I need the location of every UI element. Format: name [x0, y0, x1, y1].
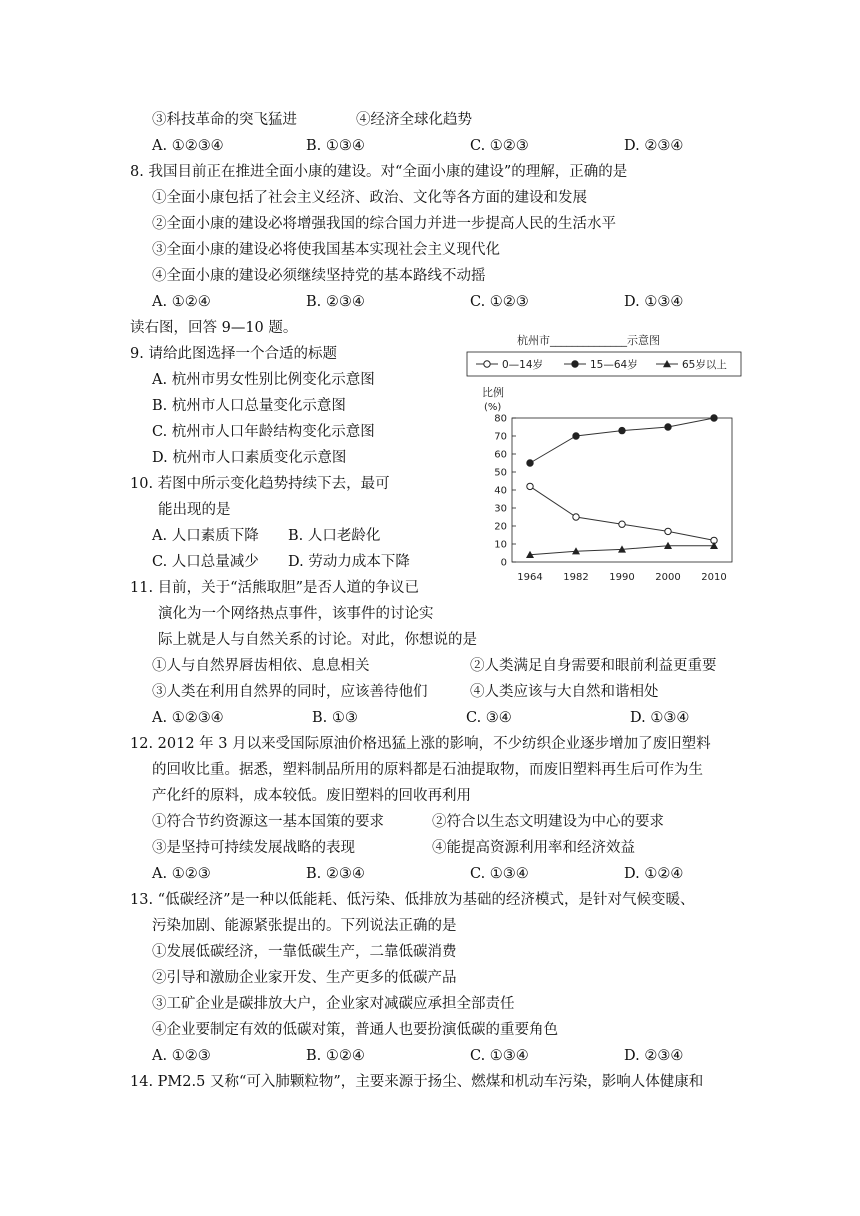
text-line: ④经济全球化趋势 — [356, 112, 472, 128]
text-line: ②符合以生态文明建设为中心的要求 — [432, 814, 664, 830]
text-line: 9. 请给此图选择一个合适的标题 — [130, 346, 337, 362]
text-line: 读右图，回答 9—10 题。 — [130, 320, 298, 336]
text-line: A. ①②③ — [152, 866, 211, 882]
text-line: 际上就是人与自然关系的讨论。对此，你想说的是 — [158, 632, 477, 648]
text-line: ②引导和激励企业家开发、生产更多的低碳产品 — [152, 970, 457, 986]
text-line: C. ③④ — [466, 710, 512, 726]
text-line: D. ①③④ — [630, 710, 690, 726]
y-tick-label: 0 — [500, 557, 507, 569]
text-line: C. ①②③ — [470, 138, 529, 154]
text-line: C. 杭州市人口年龄结构变化示意图 — [152, 424, 375, 440]
series-layer — [526, 415, 718, 558]
y-tick-label: 20 — [494, 521, 507, 533]
text-line: 8. 我国目前正在推进全面小康的建设。对“全面小康的建设”的理解，正确的是 — [130, 164, 628, 180]
text-line: C. ①③④ — [470, 866, 529, 882]
series-line-1 — [530, 418, 714, 463]
population-chart — [462, 326, 747, 588]
legend-marker — [572, 361, 578, 367]
text-line: A. ①②③④ — [152, 710, 224, 726]
text-line: B. ②③④ — [306, 294, 365, 310]
text-line: ③科技革命的突飞猛进 — [152, 112, 297, 128]
x-axis-ticks — [517, 572, 726, 583]
text-line: ①人与自然界唇齿相依、息息相关 — [152, 658, 370, 674]
text-line: 污染加剧、能源紧张提出的。下列说法正确的是 — [152, 918, 457, 934]
text-line: ①全面小康包括了社会主义经济、政治、文化等各方面的建设和发展 — [152, 190, 587, 206]
y-tick-label: 30 — [494, 503, 507, 515]
text-line: B. 杭州市人口总量变化示意图 — [152, 398, 346, 414]
text-line: ③全面小康的建设必将使我国基本实现社会主义现代化 — [152, 242, 500, 258]
text-line: A. 人口素质下降 — [152, 528, 259, 544]
text-line: ①发展低碳经济，一靠低碳生产，二靠低碳消费 — [152, 944, 457, 960]
x-tick-label: 2010 — [701, 572, 727, 583]
text-line: ③人类在利用自然界的同时，应该善待他们 — [152, 684, 428, 700]
text-line: 演化为一个网络热点事件，该事件的讨论实 — [158, 606, 434, 622]
text-line: D. 劳动力成本下降 — [288, 554, 410, 570]
x-tick-label: 2000 — [655, 572, 681, 583]
text-line: A. ①②③④ — [152, 138, 224, 154]
text-line: ④全面小康的建设必须继续坚持党的基本路线不动摇 — [152, 268, 486, 284]
text-line: ④企业要制定有效的低碳对策，普通人也要扮演低碳的重要角色 — [152, 1022, 558, 1038]
y-axis-ticks — [494, 414, 516, 569]
text-line: D. ①②④ — [624, 866, 684, 882]
y-axis-unit: (%) — [484, 402, 502, 413]
legend-label: 15—64岁 — [590, 359, 638, 371]
chart-svg — [462, 326, 747, 588]
text-line: 14. PM2.5 又称“可入肺颗粒物”，主要来源于扬尘、燃煤和机动车污染，影响人体健康和 — [130, 1074, 704, 1090]
text-line: D. ①③④ — [624, 294, 684, 310]
text-line: B. ①③④ — [306, 138, 365, 154]
text-line: 13. “低碳经济”是一种以低能耗、低污染、低排放为基础的经济模式，是针对气候变暖、 — [130, 892, 695, 908]
text-line: ①符合节约资源这一基本国策的要求 — [152, 814, 384, 830]
y-tick-label: 40 — [494, 485, 507, 497]
text-line: 11. 目前，关于“活熊取胆”是否人道的争议已 — [130, 580, 419, 596]
text-line: 能出现的是 — [158, 502, 231, 518]
text-line: B. ①②④ — [306, 1048, 365, 1064]
x-tick-label: 1990 — [609, 572, 635, 583]
text-line: ③是坚持可持续发展战略的表现 — [152, 840, 355, 856]
text-line: 产化纤的原料，成本较低。废旧塑料的回收再利用 — [152, 788, 471, 804]
text-line: D. 杭州市人口素质变化示意图 — [152, 450, 347, 466]
text-line: 10. 若图中所示变化趋势持续下去，最可 — [130, 476, 390, 492]
text-line: A. 杭州市男女性别比例变化示意图 — [152, 372, 375, 388]
text-line: C. ①②③ — [470, 294, 529, 310]
plot-frame — [512, 418, 732, 562]
text-line: D. ②③④ — [624, 138, 684, 154]
text-line: ④人类应该与大自然和谐相处 — [470, 684, 659, 700]
y-tick-label: 60 — [494, 449, 507, 461]
legend-label: 65岁以上 — [682, 359, 727, 371]
x-tick-label: 1964 — [517, 572, 543, 583]
text-line: A. ①②③ — [152, 1048, 211, 1064]
chart-title: 杭州市______________示意图 — [517, 334, 660, 347]
text-line: C. ①③④ — [470, 1048, 529, 1064]
text-line: D. ②③④ — [624, 1048, 684, 1064]
data-point — [619, 521, 625, 527]
text-line: C. 人口总量减少 — [152, 554, 259, 570]
x-tick-label: 1982 — [563, 572, 589, 583]
data-point — [665, 528, 671, 534]
y-tick-label: 50 — [494, 467, 507, 479]
text-line: ③工矿企业是碳排放大户，企业家对减碳应承担全部责任 — [152, 996, 515, 1012]
legend — [476, 358, 727, 371]
text-line: B. ②③④ — [306, 866, 365, 882]
text-line: 的回收比重。据悉，塑料制品所用的原料都是石油提取物，而废旧塑料再生后可作为生 — [152, 762, 703, 778]
data-point — [619, 427, 625, 433]
series-line-0 — [530, 486, 714, 540]
text-line: A. ①②④ — [152, 294, 211, 310]
text-line: ④能提高资源利用率和经济效益 — [432, 840, 635, 856]
data-point — [573, 514, 579, 520]
text-line: ②全面小康的建设必将增强我国的综合国力并进一步提高人民的生活水平 — [152, 216, 616, 232]
y-tick-label: 80 — [494, 413, 507, 425]
data-point — [527, 483, 533, 489]
data-point — [573, 433, 579, 439]
text-line: 12. 2012 年 3 月以来受国际原油价格迅猛上涨的影响，不少纺织企业逐步增加了废旧塑料 — [130, 736, 711, 752]
y-tick-label: 10 — [494, 539, 507, 551]
text-line: B. ①③ — [312, 710, 358, 726]
y-axis-label: 比例 — [482, 386, 504, 399]
legend-label: 0—14岁 — [502, 359, 544, 371]
legend-marker — [484, 361, 490, 367]
y-tick-label: 70 — [494, 431, 507, 443]
data-point — [527, 460, 533, 466]
data-point — [665, 424, 671, 430]
data-point — [711, 415, 717, 421]
text-line: ②人类满足自身需要和眼前利益更重要 — [470, 658, 717, 674]
text-line: B. 人口老龄化 — [288, 528, 381, 544]
